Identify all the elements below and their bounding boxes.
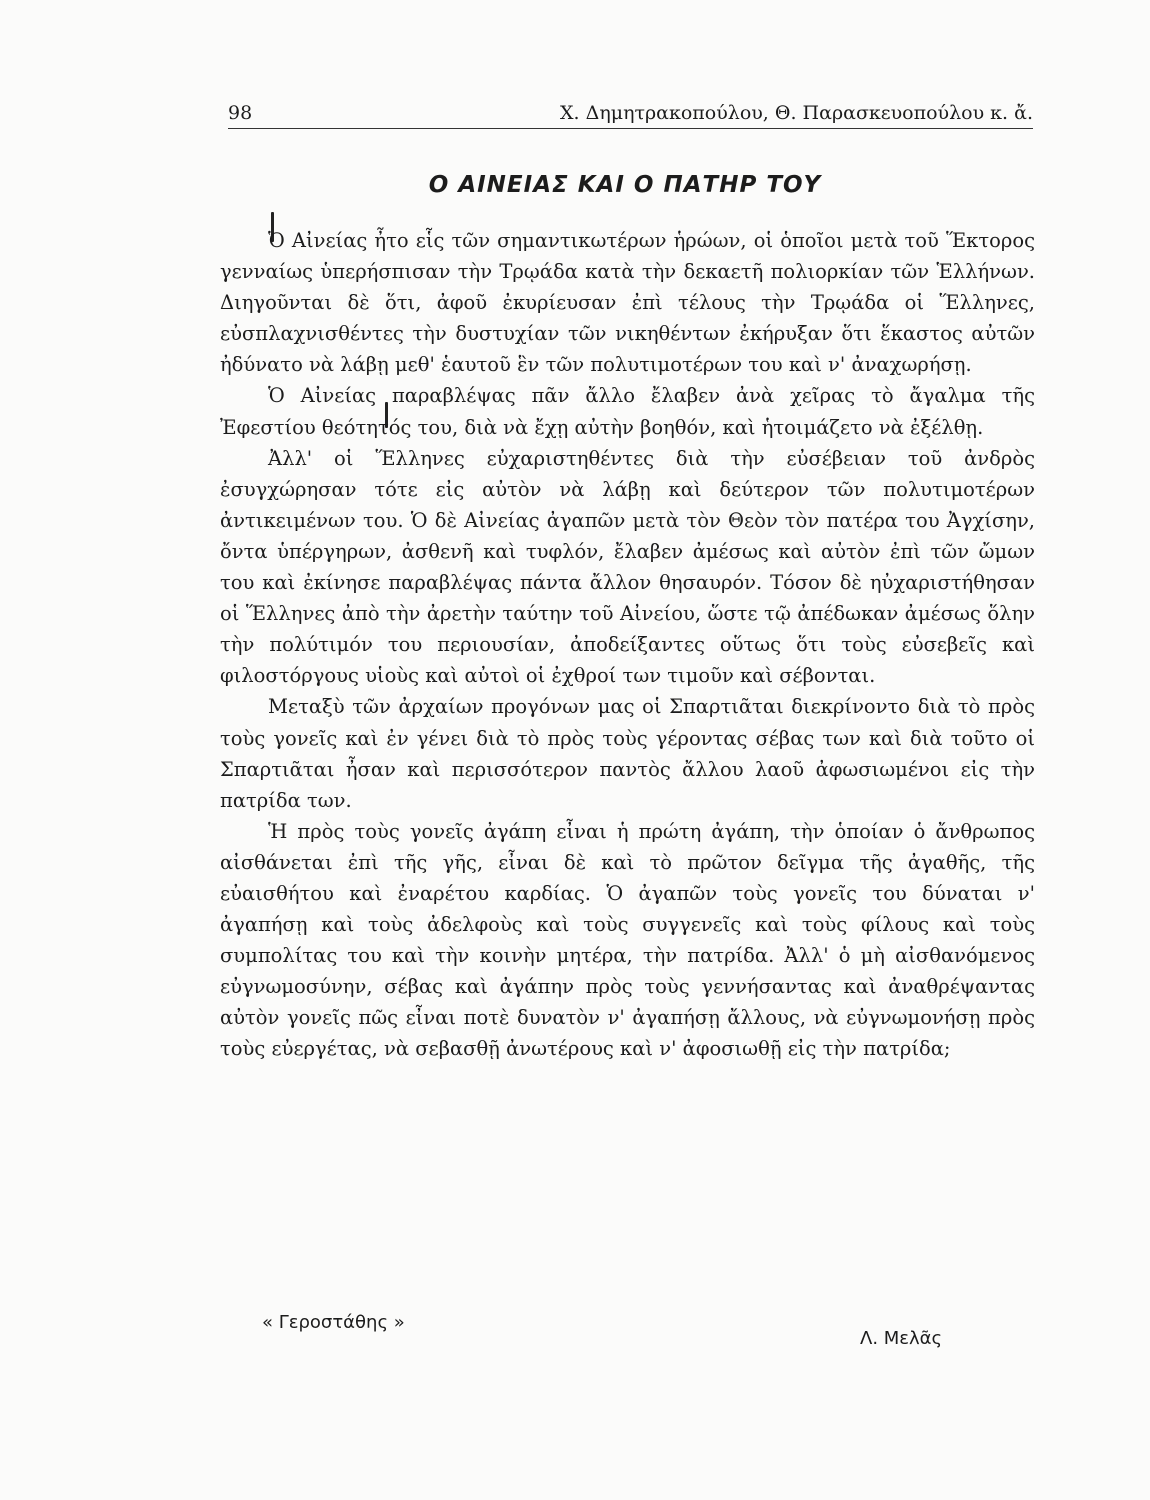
article-body xyxy=(220,225,1035,1065)
source-citation: « Γεροστάθης » xyxy=(262,1312,405,1333)
article-title: Ο ΑΙΝΕΙΑΣ ΚΑΙ Ο ΠΑΤΗΡ ΤΟΥ xyxy=(428,172,822,198)
author-signature: Λ. Μελᾶς xyxy=(860,1328,943,1349)
paragraph-1: Ὁ Αἰνείας ἦτο εἷς τῶν σημαντικωτέρων ἡρώων, οἱ ὁποῖοι μετὰ τοῦ Ἕκτορος γενναίως ὑπερήσπισαν τὴν Τρῳάδα κατὰ τὴν δεκαετῆ πολιορκίαν τῶν Ἑλλήνων. Διηγοῦνται δὲ ὅτι, ἀφοῦ ἐκυρίευσαν ἐπὶ τέλους τὴν Τρῳάδα οἱ Ἕλληνες, εὐσπλαχνισθέντες τὴν δυστυχίαν τῶν νικηθέντων ἐκήρυξαν ὅτι ἕκαστος αὐτῶν ἠδύνατο νὰ λάβῃ μεθ' ἑαυτοῦ ἓν τῶν πολυτιμοτέρων του καὶ ν' ἀναχωρήσῃ. xyxy=(220,229,1035,377)
paragraph-2: Ὁ Αἰνείας παραβλέψας πᾶν ἄλλο ἔλαβεν ἀνὰ χεῖρας τὸ ἄγαλμα τῆς Ἐφεστίου θεότητός του, διὰ νὰ ἔχῃ αὐτὴν βοηθόν, καὶ ἡτοιμάζετο νὰ ἐξέλθῃ. xyxy=(220,384,1035,439)
paragraph-3: Ἀλλ' οἱ Ἕλληνες εὐχαριστηθέντες διὰ τὴν εὐσέβειαν τοῦ ἀνδρὸς ἐσυγχώρησαν τότε εἰς αὐτὸν νὰ λάβῃ καὶ δεύτερον τῶν πολυτιμοτέρων ἀντικειμένων του. Ὁ δὲ Αἰνείας ἀγαπῶν μετὰ τὸν Θεὸν τὸν πατέρα του Ἀγχίσην, ὄντα ὑπέργηρων, ἀσθενῆ καὶ τυφλόν, ἔλαβεν ἀμέσως καὶ αὐτὸν ἐπὶ τῶν ὤμων του καὶ ἐκίνησε παραβλέψας πάντα ἄλλον θησαυρόν. Τόσον δὲ ηὐχαριστήθησαν οἱ Ἕλληνες ἀπὸ τὴν ἀρετὴν ταύτην τοῦ Αἰνείου, ὥστε τῷ ἀπέδωκαν ἀμέσως ὅλην τὴν πολύτιμόν του περιουσίαν, ἀποδείξαντες οὕτως ὅτι τοὺς εὐσεβεῖς καὶ φιλοστόργους υἱοὺς καὶ αὐτοὶ οἱ ἐχθροί των τιμοῦν καὶ σέβονται. xyxy=(220,446,1035,688)
running-head: Χ. Δημητρακοπούλου, Θ. Παρασκευοπούλου κ. ἄ. xyxy=(560,102,1033,124)
paragraph-4: Μεταξὺ τῶν ἀρχαίων προγόνων μας οἱ Σπαρτιᾶται διεκρίνοντο διὰ τὸ πρὸς τοὺς γονεῖς καὶ ἐν γένει διὰ τὸ πρὸς τοὺς γέροντας σέβας των καὶ διὰ τοῦτο οἱ Σπαρτιᾶται ἦσαν καὶ περισσότερον παντὸς ἄλλου λαοῦ ἀφωσιωμένοι εἰς τὴν πατρίδα των. xyxy=(220,695,1035,812)
paragraph-5: Ἡ πρὸς τοὺς γονεῖς ἀγάπη εἶναι ἡ πρώτη ἀγάπη, τὴν ὁποίαν ὁ ἄνθρωπος αἰσθάνεται ἐπὶ τῆς γῆς, εἶναι δὲ καὶ τὸ πρῶτον δεῖγμα τῆς ἀγαθῆς, τῆς εὐαισθήτου καὶ ἐναρέτου καρδίας. Ὁ ἀγαπῶν τοὺς γονεῖς του δύναται ν' ἀγαπήσῃ καὶ τοὺς ἀδελφοὺς καὶ τοὺς συγγενεῖς καὶ τοὺς φίλους καὶ τοὺς συμπολίτας του καὶ τὴν κοινὴν μητέρα, τὴν πατρίδα. Ἀλλ' ὁ μὴ αἰσθανόμενος εὐγνωμοσύνην, σέβας καὶ ἀγάπην πρὸς τοὺς γεννήσαντας καὶ ἀναθρέψαντας αὐτὸν γονεῖς πῶς εἶναι ποτὲ δυνατὸν ν' ἀγαπήσῃ ἄλλους, νὰ εὐγνωμονήσῃ πρὸς τοὺς εὐεργέτας, νὰ σεβασθῇ ἀνωτέρους καὶ ν' ἀφοσιωθῇ εἰς τὴν πατρίδα; xyxy=(220,819,1035,1061)
page-header xyxy=(228,100,1033,129)
page-number: 98 xyxy=(228,102,253,124)
